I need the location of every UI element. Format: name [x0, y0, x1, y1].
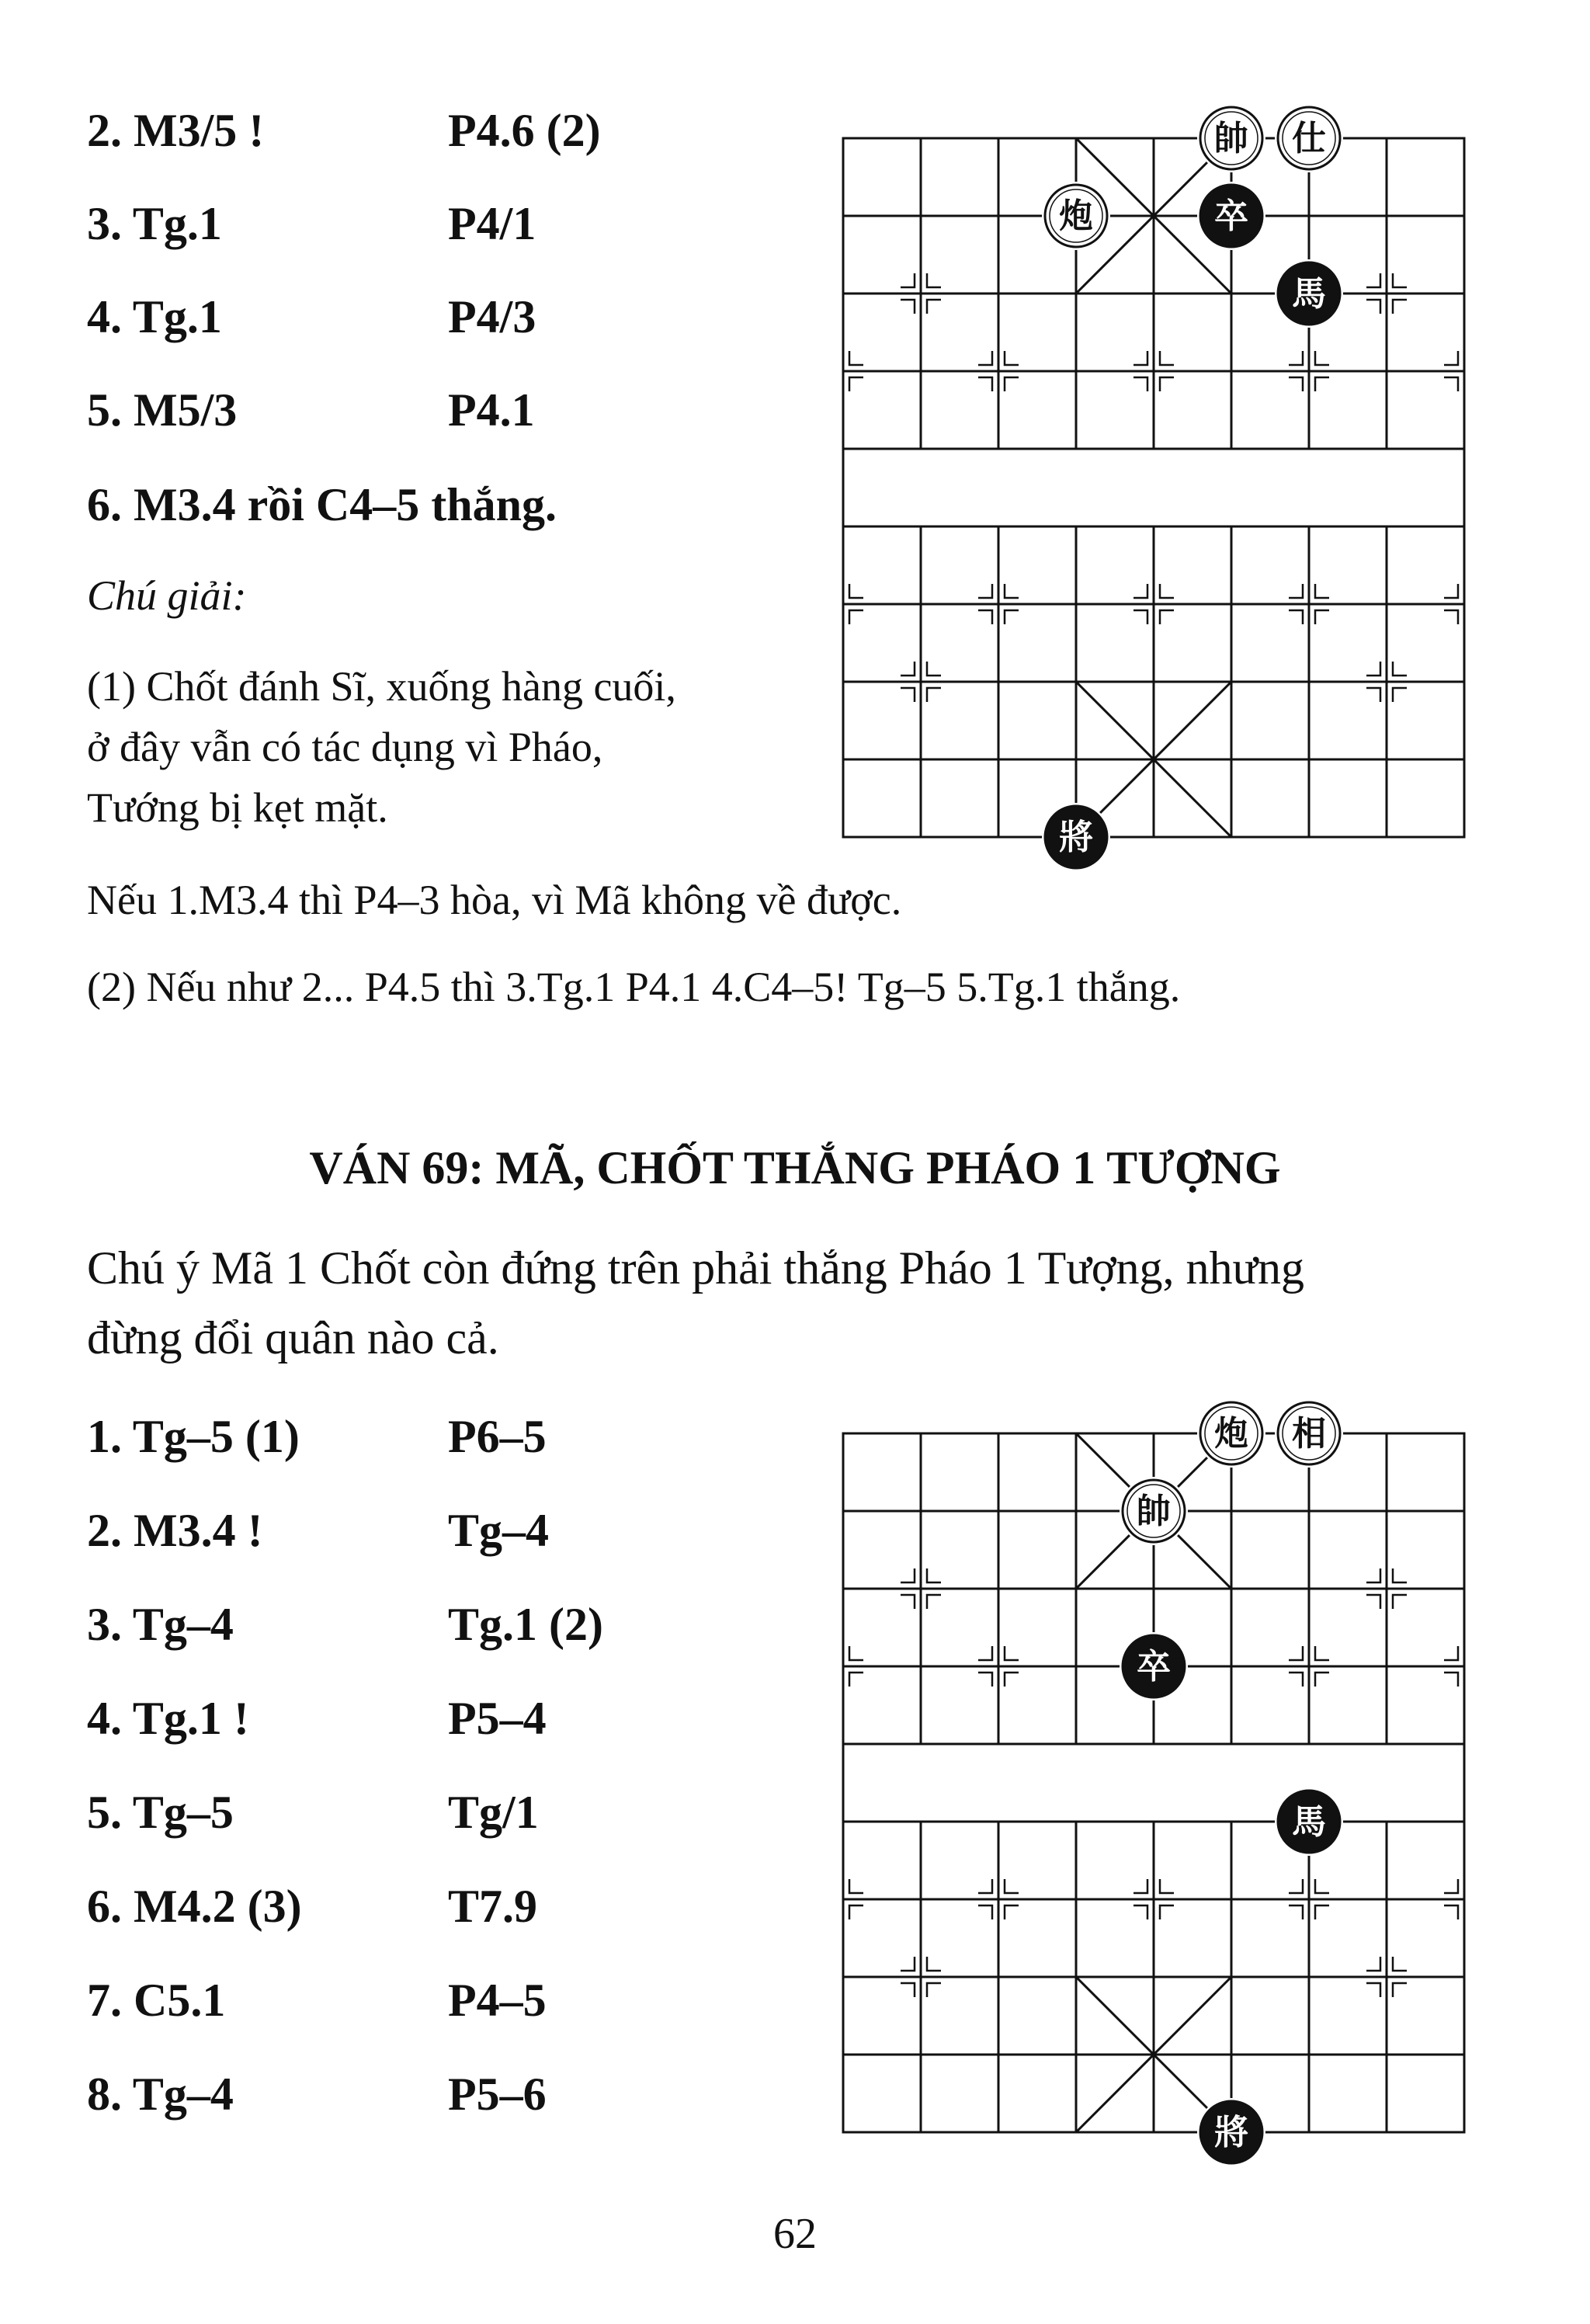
white-move: 5. M5/3 — [87, 384, 238, 436]
black-move: P4/3 — [448, 291, 536, 342]
xiangqi-board-1 — [823, 85, 1491, 870]
black-move: Tg/1 — [448, 1787, 539, 1838]
piece-label: 將 — [1059, 818, 1093, 857]
note-1-line: (1) Chốt đánh Sĩ, xuống hàng cuối, — [87, 663, 676, 710]
move-row — [87, 278, 786, 356]
intro-line: Chú ý Mã 1 Chốt còn đứng trên phải thắng Pháo 1 Tượng, nhưng — [87, 1242, 1305, 1294]
black-move: T7.9 — [448, 1881, 538, 1932]
white-move: 4. Tg.1 — [87, 291, 222, 342]
white-move: 1. Tg–5 (1) — [87, 1411, 300, 1462]
white-move: 4. Tg.1 ! — [87, 1693, 249, 1744]
piece-red[interactable] — [1275, 1399, 1343, 1468]
page-number: 62 — [773, 2210, 817, 2258]
piece-label: 仕 — [1292, 119, 1326, 158]
piece-black[interactable] — [1197, 2098, 1265, 2165]
piece-red[interactable] — [1197, 1399, 1265, 1468]
move-row — [87, 1398, 786, 1475]
piece-label: 帥 — [1214, 119, 1248, 158]
move-row — [87, 92, 786, 169]
black-move: P4.1 — [448, 384, 535, 436]
black-move: P4/1 — [448, 198, 536, 249]
black-move: P5–4 — [448, 1693, 547, 1744]
black-move: P4–5 — [448, 1975, 547, 2026]
white-move: 2. M3.4 ! — [87, 1505, 263, 1556]
white-move: 6. M4.2 (3) — [87, 1881, 302, 1932]
note-1-line: Tướng bị kẹt mặt. — [87, 784, 388, 831]
piece-black[interactable] — [1197, 182, 1265, 250]
note-1-continuation: Nếu 1.M3.4 thì P4–3 hòa, vì Mã không về được. — [87, 877, 902, 923]
black-move: Tg.1 (2) — [448, 1599, 603, 1650]
notes-heading: Chú giải: — [87, 572, 247, 619]
white-move: 2. M3/5 ! — [87, 105, 265, 156]
piece-label: 炮 — [1214, 1414, 1248, 1454]
move-final-line — [87, 466, 786, 544]
piece-red[interactable] — [1120, 1477, 1188, 1545]
piece-red[interactable] — [1197, 104, 1265, 172]
section-title: VÁN 69: MÃ, CHỐT THẮNG PHÁO 1 TƯỢNG — [309, 1142, 1281, 1193]
move-row — [87, 1586, 786, 1663]
piece-black[interactable] — [1042, 803, 1110, 870]
black-move: Tg–4 — [448, 1505, 550, 1556]
note-2: (2) Nếu như 2... P4.5 thì 3.Tg.1 P4.1 4.C4–5! Tg–5 5.Tg.1 thắng. — [87, 964, 1181, 1010]
white-move: 7. C5.1 — [87, 1975, 226, 2026]
move-row — [87, 1680, 786, 1757]
piece-black[interactable] — [1120, 1632, 1188, 1700]
white-move: 3. Tg–4 — [87, 1599, 234, 1650]
piece-label: 帥 — [1137, 1492, 1171, 1531]
black-move: P6–5 — [448, 1411, 547, 1462]
intro-paragraph — [87, 1233, 1508, 1373]
piece-red[interactable] — [1042, 182, 1110, 250]
piece-black[interactable] — [1275, 1787, 1343, 1856]
move-row — [87, 2055, 786, 2133]
piece-label: 卒 — [1214, 196, 1248, 236]
white-move: 8. Tg–4 — [87, 2069, 234, 2120]
black-move: P4.6 (2) — [448, 105, 601, 156]
piece-label: 相 — [1292, 1414, 1326, 1454]
piece-label: 馬 — [1292, 274, 1326, 314]
piece-label: 卒 — [1137, 1647, 1171, 1687]
piece-label: 將 — [1214, 2113, 1248, 2152]
piece-label: 馬 — [1292, 1802, 1326, 1842]
move-row — [87, 371, 786, 449]
final-move-text: 6. M3.4 rồi C4–5 thắng. — [87, 479, 557, 530]
note-1-line: ở đây vẫn có tác dụng vì Pháo, — [87, 724, 603, 770]
move-row — [87, 1867, 786, 1945]
white-move: 3. Tg.1 — [87, 198, 222, 249]
move-row — [87, 1492, 786, 1569]
piece-red[interactable] — [1275, 104, 1343, 172]
move-row — [87, 1773, 786, 1851]
xiangqi-board-2 — [823, 1381, 1491, 2165]
intro-line: đừng đổi quân nào cả. — [87, 1312, 499, 1363]
move-row — [87, 1961, 786, 2039]
move-row — [87, 185, 786, 262]
board-grid — [843, 138, 1464, 837]
black-move: P5–6 — [448, 2069, 547, 2120]
piece-black[interactable] — [1275, 259, 1343, 328]
piece-label: 炮 — [1059, 196, 1093, 236]
white-move: 5. Tg–5 — [87, 1787, 234, 1838]
note-1 — [87, 656, 770, 838]
